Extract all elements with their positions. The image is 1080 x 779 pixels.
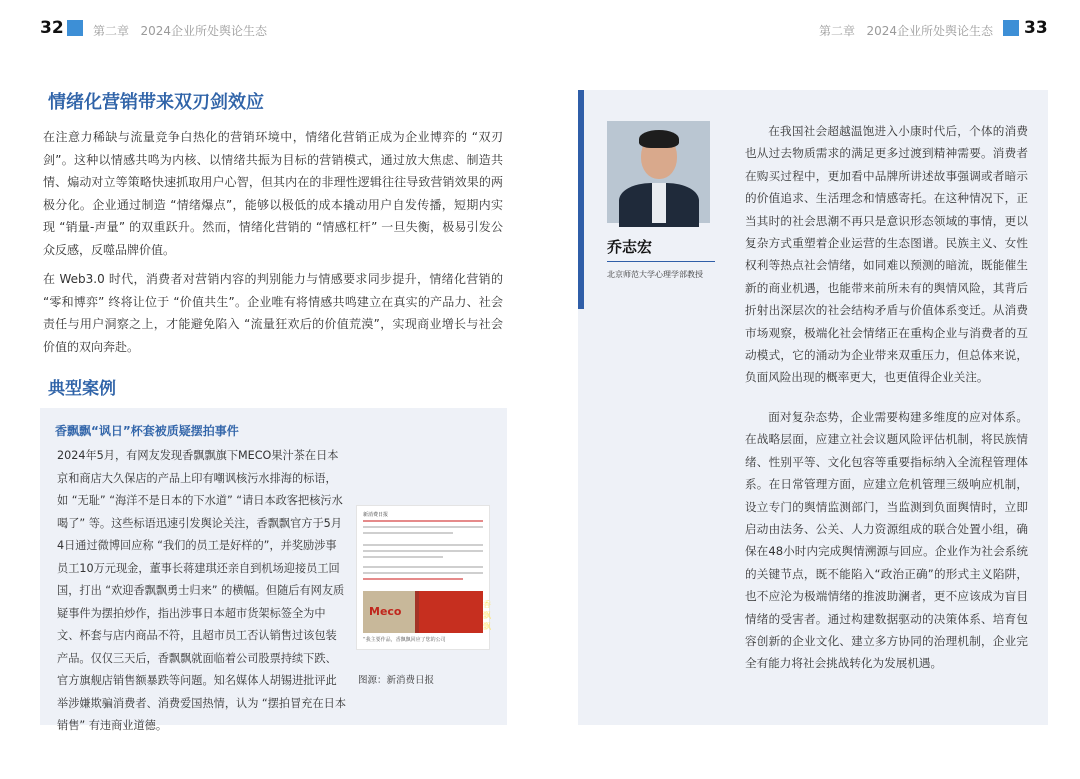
text-line bbox=[363, 532, 453, 534]
header-square-icon bbox=[1003, 20, 1019, 36]
expert-paragraph: 在我国社会超越温饱进入小康时代后，个体的消费也从过去物质需求的满足更多过渡到精神需要。消费者在购买过程中，更加看中品牌所讲述故事强调或者暗示的价值追求、生活理念和情感寄托。在这种情况下，正当其时的社会思潮不再只是意识形态领域的事情，更以复杂方式重塑着企业运营的生态图谱。民族主义、女性权利等热点社会情绪，如同难以预测的暗流，既能催生新的商业机遇，也能带来前所未有的舆情风险，其背后折射出深层次的社会结构矛盾与价值体系变迁。从消费市场观察，极端化社会情绪正在重构企业与消费者的互动模式，它的涌动为企业带来双重压力，但总体来说，负面风险出现的概率更大，也更值得企业关注。 bbox=[745, 124, 1028, 385]
expert-title: 北京师范大学心理学部教授 bbox=[607, 270, 703, 279]
news-header: 新消费日报 bbox=[363, 512, 389, 518]
text-line bbox=[363, 566, 483, 568]
text-line bbox=[363, 578, 463, 580]
case-box bbox=[40, 408, 507, 732]
text-line bbox=[363, 550, 483, 552]
header-square-icon bbox=[67, 20, 83, 36]
chapter-title: 2024企业所处舆论生态 bbox=[866, 24, 994, 38]
news-photo bbox=[363, 591, 491, 633]
page-number-left: 32 bbox=[40, 18, 64, 38]
case-text: 2024年5月，有网友发现香飘飘旗下MECO果汁茶在日本京和商店大久保店的产品上印有嘲讽核污水排海的标语，如 “无耻” “海洋不是日本的下水道” “请日本政客把核污水喝了” 等。这些标语迅速引发舆论关注，香飘飘官方于5月4日通过微博回应称 “我们的员工是好样的”，并奖励涉事员工10万元现金，董事长蒋建琪还亲自到机场迎接员工回国，打出 “欢迎香飘飘勇士归来” 的横幅。但随后有网友质疑事件为摆拍炒作，指出涉事日本超市货架标签全为中文、杯套与店内商品不符，且超市员工否认销售过该包装产品。仅仅三天后，香飘飘就面临着公司股票持续下跌、官方旗舰店销售额暴跌等问题。知名媒体人胡锡进批评此举涉嫌欺骗消费者、消费爱国热情，认为 “摆拍冒充在日本销售” 有违商业道德。 bbox=[57, 449, 347, 732]
brand-sign: 香飘飘 bbox=[483, 600, 491, 631]
expert-panel bbox=[578, 90, 1048, 725]
body-paragraph: 在注意力稀缺与流量竞争白热化的营销环境中，情绪化营销正成为企业博弈的 “双刃剑”。这种以情感共鸣为内核、以情绪共振为目标的营销模式，通过放大焦虑、制造共情、煽动对立等策略快速抓取用户心智，但其内在的非理性逻辑往往导致营销效果的两极分化。企业通过制造 “情绪爆点”，能够以极低的成本撬动用户自发传播，短期内实现 “销量-声量” 的双重跃升。然而，情绪化营销的 “情感杠杆” 一旦失衡，极易引发公众反感，反噬品牌价值。 bbox=[43, 130, 503, 257]
image-source: 图源：新消费日报 bbox=[358, 675, 435, 686]
text-line bbox=[363, 572, 483, 574]
chapter-label: 第二章 bbox=[93, 24, 130, 38]
chapter-label: 第二章 bbox=[819, 24, 856, 38]
expert-name: 乔志宏 bbox=[607, 238, 653, 256]
case-title: 香飘飘“讽日”杯套被质疑摆拍事件 bbox=[55, 424, 239, 438]
cases-heading: 典型案例 bbox=[48, 379, 116, 399]
news-caption: “我主要作品，香飘飘回应了您的公司 bbox=[363, 637, 446, 643]
section-title: 情绪化营销带来双刃剑效应 bbox=[48, 92, 264, 113]
body-paragraph: 在 Web3.0 时代，消费者对营销内容的判别能力与情感要求同步提升，情绪化营销的 “零和博弈” 终将让位于 “价值共生”。企业唯有将情感共鸣建立在真实的产品力、社会责任与用户洞察之上，才能避免陷入 “流量狂欢后的价值荒漠”，实现商业增长与社会价值的双向奔赴。 bbox=[43, 272, 503, 354]
news-screenshot bbox=[356, 505, 490, 650]
text-line bbox=[363, 520, 483, 522]
text-line bbox=[363, 556, 443, 558]
portrait-hair bbox=[639, 130, 679, 148]
expert-paragraph: 面对复杂态势，企业需要构建多维度的应对体系。在战略层面，应建立社会议题风险评估机制，将民族情绪、性别平等、文化包容等重要指标纳入全流程管理体系。在日常管理方面，应建立危机管理三级响应机制，设立专门的舆情监测部门，当监测到负面舆情时，立即启动由法务、公关、人力资源组成的联合处置小组，确保在48小时内完成舆情溯源与回应。企业作为社会系统的关键节点，既不能陷入“政治正确”的形式主义陷阱，也不应沦为极端情绪的推波助澜者，更不应该成为盲目情绪的受害者。通过构建数据驱动的决策体系、培育包容创新的企业文化、建立多方协同的治理机制，企业完全有能力将社会挑战转化为发展机遇。 bbox=[745, 410, 1028, 671]
photo-left bbox=[363, 591, 415, 633]
page-number-right: 33 bbox=[1024, 18, 1048, 38]
text-line bbox=[363, 544, 483, 546]
meco-sign: Meco bbox=[369, 605, 402, 618]
expert-portrait bbox=[607, 121, 710, 223]
running-head-right bbox=[819, 22, 993, 39]
running-head-left bbox=[93, 22, 267, 39]
portrait-shirt bbox=[652, 183, 666, 223]
text-line bbox=[363, 526, 483, 528]
photo-right bbox=[419, 591, 491, 633]
accent-bar bbox=[578, 90, 584, 309]
name-divider bbox=[607, 261, 715, 262]
chapter-title: 2024企业所处舆论生态 bbox=[140, 24, 268, 38]
